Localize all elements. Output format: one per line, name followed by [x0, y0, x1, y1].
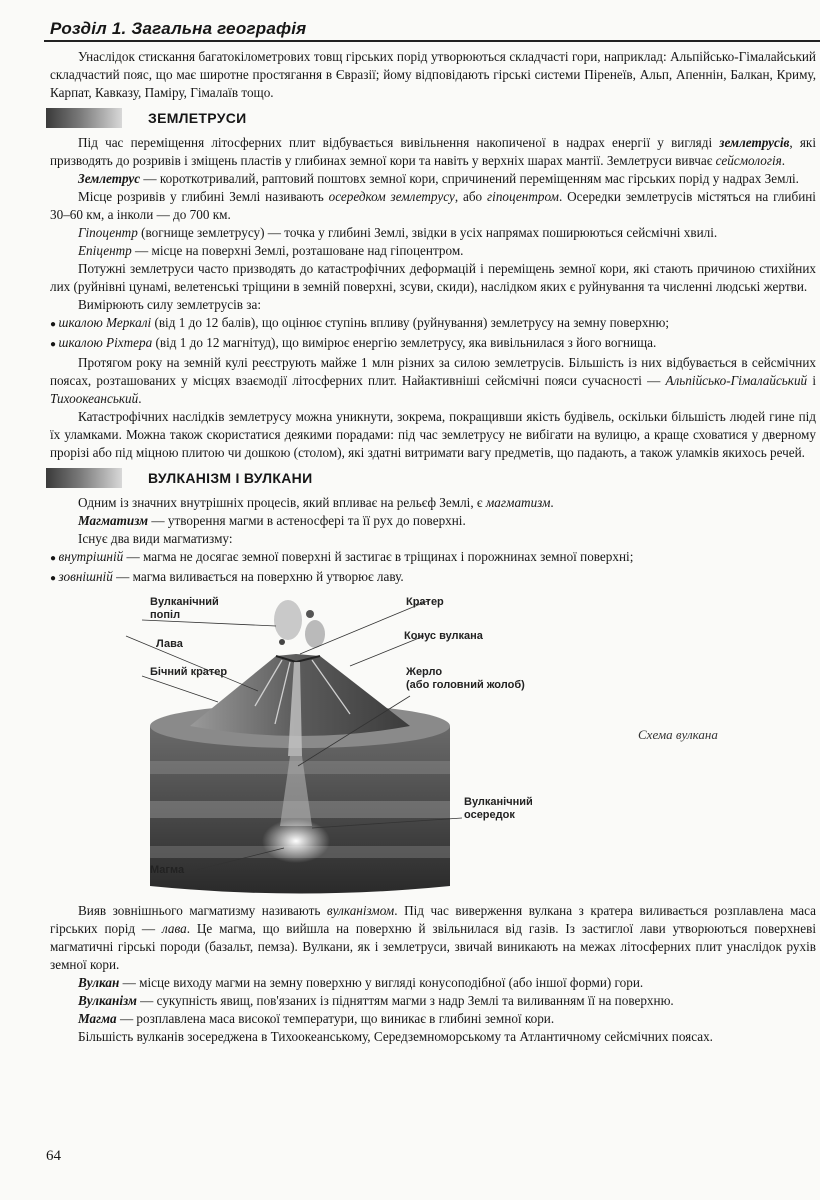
- chapter-title: Розділ 1. Загальна географія: [50, 19, 307, 38]
- section-bar-decoration: [46, 108, 122, 128]
- volcano-belts-paragraph: Більшість вулканів зосереджена в Тихоокеанському, Середземноморському та Атлантичному сейсмічних поясах.: [78, 1029, 713, 1044]
- intro-paragraph: Унаслідок стискання багатокілометрових товщ гірських порід утворюються складчасті гори, наприклад: Альпійсько-Гімалайський складчастий пояс, що має широтне простягання в Євразії; йому відповідають гірські системи Піренеїв, Альп, Апеннін, Балкан, Криму, Карпат, Кавказу, Паміру, Гімалаїв тощо.: [50, 49, 816, 100]
- label-volcanic-ash: Вулканічний попіл: [150, 596, 219, 621]
- definition-earthquake: Землетрус — короткотривалий, раптовий поштовх земної кори, спричинений переміщенням мас гірських порід у надрах Землі.: [78, 171, 799, 186]
- list-item-richter: ● шкалою Ріхтера (від 1 до 12 магнітуд), що вимірює енергію землетрусу, яка вивільнилася з його вогнища.: [50, 334, 816, 354]
- volcanism-paragraph: Одним із значних внутрішніх процесів, який впливає на рельєф Землі, є магматизм.: [78, 495, 554, 510]
- magmatism-types-intro: Існує два види магматизму:: [78, 531, 233, 546]
- seismic-belts-paragraph: Протягом року на земній кулі реєструють майже 1 млн різних за силою землетрусів. Більшість із них відбувається в сейсмічних поясах, розташованих у місцях взаємодії літосферних плит. Найактивніші сейсмічні пояси сучасності — Альпійсько-Гімалайський і Тихоокеанський.: [50, 355, 816, 406]
- section-bar-decoration: [46, 468, 122, 488]
- figure-caption: Схема вулкана: [638, 727, 718, 742]
- definition-magma: Магма — розплавлена маса високої температури, що виникає в глибині земної кори.: [78, 1011, 555, 1026]
- definition-hypocenter: Гіпоцентр (вогнище землетрусу) — точка у глибині Землі, звідки в усіх напрямах поширюються сейсмічні хвилі.: [78, 225, 718, 240]
- definition-volcanism: Вулканізм — сукупність явищ, пов'язаних із підняттям магми з надр Землі та виливанням її на поверхню.: [78, 993, 674, 1008]
- page-number: 64: [46, 1148, 61, 1164]
- measurement-intro: Вимірюють силу землетрусів за:: [78, 297, 261, 312]
- label-lava: Лава: [156, 638, 183, 650]
- list-item-mercalli: ● шкалою Меркалі (від 1 до 12 балів), що оцінює ступінь впливу (руйнування) землетрусу на земну поверхню;: [50, 314, 816, 334]
- definition-epicenter: Епіцентр — місце на поверхні Землі, розташоване над гіпоцентром.: [78, 243, 464, 258]
- hypocenter-paragraph: Місце розривів у глибині Землі називають осередком землетрусу, або гіпоцентром. Осередки землетрусів містяться на глибині 30–60 км, а інколи — до 700 км.: [50, 189, 816, 222]
- list-item-internal: ● внутрішній — магма не досягає земної поверхні й застигає в тріщинах і порожнинах земної поверхні;: [50, 548, 816, 568]
- list-item-external: ● зовнішній — магма виливається на поверхню й утворює лаву.: [50, 568, 816, 588]
- label-side-crater: Бічний кратер: [150, 666, 228, 678]
- definition-magmatism: Магматизм — утворення магми в астеносфері та її рух до поверхні.: [78, 513, 466, 528]
- consequences-paragraph: Потужні землетруси часто призводять до катастрофічних деформацій і переміщень земної кори, які стають причиною стихійних лих (руйнівні цунамі, велетенські тріщини в земній поверхні, зсуви, скиди), наслідком яких є руйнування та численні людські жертви.: [50, 261, 816, 294]
- label-vent: Жерло (або головний жолоб): [406, 666, 525, 691]
- label-cone: Конус вулкана: [404, 630, 483, 642]
- section-volcanism-heading: [50, 466, 816, 490]
- safety-paragraph: Катастрофічних наслідків землетрусу можна уникнути, зокрема, покращивши якість будівель, оскільки більшість людей гине під їх уламками. Можна також скористатися деякими порадами: під час землетрусу не вибігати на вулицю, а краще сховатися у дверному прорізі або під міцною плитою чи дошкою (столом), які здатні витримати вагу предметів, що падають, а також уламків якихось речей.: [50, 409, 816, 460]
- earthquakes-paragraph: Під час переміщення літосферних плит відбувається вивільнення накопиченої в надрах енергії у вигляді землетрусів, які призводять до розривів і зміщень пластів у глибинах земної кори та навіть у верхніх шарах мантії. Землетруси вивчає сейсмологія.: [50, 135, 816, 168]
- section-title: ВУЛКАНІЗМ І ВУЛКАНИ: [148, 470, 313, 486]
- chapter-header: [44, 18, 820, 42]
- page-body: [50, 48, 816, 1046]
- volcano-diagram: [50, 596, 816, 896]
- volcanism-definition-paragraph: Вияв зовнішнього магматизму називають вулканізмом. Під час виверження вулкана з кратера виливається розплавлена маса гірських порід — лава. Це магма, що вийшла на поверхню й звільнилася від газів. Із застиглої лави утворюються поверхневі магматичні гірські породи (базальт, пемза). Вулкани, як і землетруси, звичай виникають на межах літосферних плит унаслідок рухів земної кори.: [50, 903, 816, 972]
- definition-volcano: Вулкан — місце виходу магми на земну поверхню у вигляді конусоподібної (або іншої форми) гори.: [78, 975, 644, 990]
- label-crater: Кратер: [406, 596, 444, 608]
- label-magma-chamber: Вулканічний осередок: [464, 796, 533, 821]
- section-earthquakes-heading: [50, 106, 816, 130]
- label-magma: Магма: [150, 864, 185, 876]
- section-title: ЗЕМЛЕТРУСИ: [148, 110, 247, 126]
